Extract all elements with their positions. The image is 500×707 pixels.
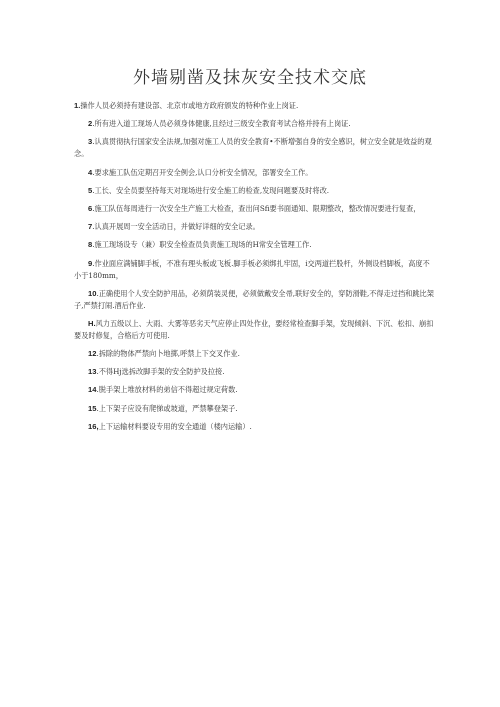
item-number: 9 xyxy=(88,258,93,268)
item-number: 8 xyxy=(88,240,93,250)
list-item-14 xyxy=(74,384,436,396)
list-item-10 xyxy=(74,288,436,312)
list-item-13 xyxy=(74,366,436,378)
item-text: .上下架子应设有爬悌或坡道，严禁攀登架子. xyxy=(96,403,238,413)
item-text: .施工队伍每周进行一次安全生产施工大检查，查出问Sfi要书面通知、限期整改，整改情况要进行复查， xyxy=(92,203,421,213)
item-number: 1. xyxy=(74,101,81,110)
list-item-2 xyxy=(74,118,436,130)
list-item-8 xyxy=(74,239,436,251)
item-text: 操作人员必须持有建设部、北京市或地方政府颁发的特种作业上岗证. xyxy=(80,101,299,110)
item-number: 7 xyxy=(88,222,93,232)
list-item-7 xyxy=(74,221,436,233)
item-number: 16, xyxy=(88,421,99,431)
list-item-9 xyxy=(74,258,436,282)
document-body xyxy=(74,100,436,439)
item-number: 14 xyxy=(88,385,97,395)
list-item-3 xyxy=(74,136,436,160)
list-item-5 xyxy=(74,185,436,197)
item-number: 3 xyxy=(88,137,93,147)
item-text: .认真贯彻执行国家安全法规,加强对施工人员的安全教育•不断增强自身的安全感识，树立安全就是效益的观念。 xyxy=(74,137,432,159)
item-number: H. xyxy=(88,318,96,328)
list-item-15 xyxy=(74,403,436,415)
document-title: 外墙剔凿及抹灰安全技术交底 xyxy=(133,68,367,88)
item-text: .正确使用个人安全防护用品，必须荫装灵便，必须做戴安全帚,联好安全的，穿防滑鞋,不得走过挡和跳比架子,严禁打闹.酒后作业. xyxy=(74,288,434,310)
list-item-1 xyxy=(74,100,436,112)
list-item-6 xyxy=(74,203,436,215)
item-text: 风力五级以上、大雨、大雾等恶劣天气应停止四处作业，要经常检查脚手架，发现倾斜、下沉、松扣、崩扣要及时修复，合格后方可使用. xyxy=(74,318,434,340)
item-text: .认真开展周一安全活动日，并做好详细的安全记录。 xyxy=(92,222,260,232)
item-number: 6 xyxy=(88,203,93,213)
item-text: .要求施工队伍定期召开安全例会,认口分析安全情况，部署安全工作。 xyxy=(92,167,313,177)
item-number: 5 xyxy=(88,185,93,195)
item-number: 4 xyxy=(88,167,93,177)
item-text: .作业面应满铺脚手板，不准有理头板或飞板.脚手板必须绑扎牢固，i交两道拦股杆，外侧设档脚板，高度不小于180mm， xyxy=(74,258,430,280)
item-number: 10 xyxy=(88,288,97,298)
item-text: 上下运输材料要设专用的安全通道（楼内运输）. xyxy=(98,421,252,431)
item-number: 12 xyxy=(88,349,97,359)
item-text: .施工现场设专（兼）职安全检查员负责施工现场的H常安全管理工作. xyxy=(92,240,312,250)
list-item-16 xyxy=(74,421,436,433)
list-item-4 xyxy=(74,167,436,179)
list-item-12 xyxy=(74,348,436,360)
item-text: .所有进入道工现场人员必须身体健康,且经过三级安全教育考试合格并持有上岗证. xyxy=(92,119,351,129)
item-text: .脱手架上堆放材料的弟信不得超过规定荷数. xyxy=(96,385,238,395)
list-item-11 xyxy=(74,318,436,342)
item-number: 13 xyxy=(88,367,97,377)
item-number: 15 xyxy=(88,403,97,413)
item-text: .不得Hj选拆改脚手架的安全防护及拉接. xyxy=(96,367,225,377)
item-text: .工长、安全员要坚持每天对现场进行安全施工的检查,发现问题要及时将改. xyxy=(92,185,330,195)
item-number: 2 xyxy=(88,119,93,129)
item-text: .拆除的物体严禁向卜地掷,呼禁上下交叉作业. xyxy=(96,349,240,359)
